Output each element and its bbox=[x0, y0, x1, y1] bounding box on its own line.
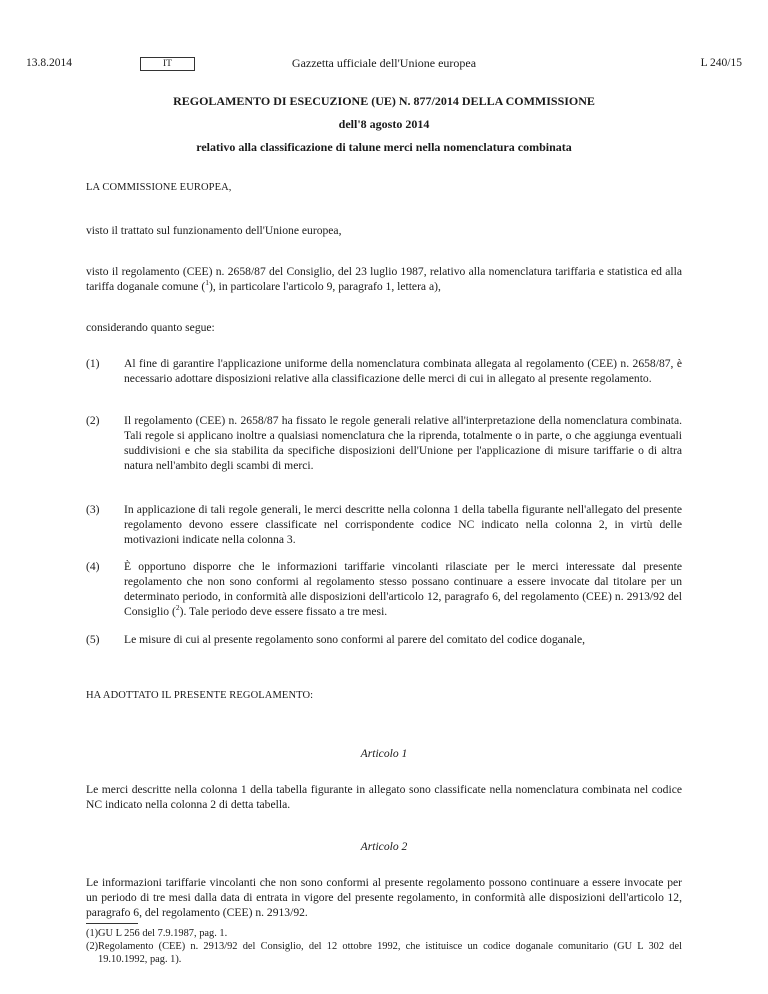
footnote-mark: (1) bbox=[86, 928, 99, 939]
recital-text: Al fine di garantire l'applicazione uniforme della nomenclatura combinata allegata al regolamento (CEE) n. 2658/87, è necessario adottare disposizioni relative alla classificazione delle merci di cui in allegato al presente regolamento. bbox=[124, 357, 682, 385]
recital-text bbox=[124, 559, 682, 619]
title-subject: relativo alla classificazione di talune merci nella nomenclatura combinata bbox=[196, 140, 572, 154]
considerando: considerando quanto segue: bbox=[86, 321, 215, 334]
regulation-title bbox=[86, 94, 682, 163]
footnote-text: GU L 256 del 7.9.1987, pag. 1. bbox=[98, 928, 228, 939]
recital-5 bbox=[86, 632, 682, 647]
footnote-ref-2[interactable]: 2 bbox=[175, 603, 180, 613]
footnote-2 bbox=[86, 940, 682, 966]
recital-text: Il regolamento (CEE) n. 2658/87 ha fissato le regole generali relative all'interpretazione della nomenclatura combinata. Tali regole si applicano inoltre a qualsiasi nomenclatura che la riprenda, totalmente o in parte, o che aggiunga eventuali suddivisioni e che sia stabilita da specifiche disposizioni dell'Unione per l'applicazione di misure tariffarie o di altra natura nell'ambito degli scambi di merci. bbox=[124, 414, 682, 472]
journal-title: Gazzetta ufficiale dell'Unione europea bbox=[291, 56, 477, 70]
recital-text-part: È opportuno disporre che le informazioni tariffarie vincolanti rilasciate per le merci interessate dal presente regolamento che non sono conformi al regolamento stesso possano continuare a essere invocate dal titolare per un determinato periodo, in conformità alle disposizioni dell'articolo 12, paragrafo 6, del regolamento (CEE) n. 2913/92 del Consiglio ( bbox=[124, 560, 682, 618]
recital-number: (2) bbox=[86, 414, 100, 427]
footnotes bbox=[86, 927, 682, 966]
article-1-text: Le merci descritte nella colonna 1 della tabella figurante in allegato sono classificate nella nomenclatura combinata nel codice NC indicato nella colonna 2 di detta tabella. bbox=[86, 783, 682, 811]
article-1-title: Articolo 1 bbox=[360, 747, 408, 760]
recital-number: (4) bbox=[86, 560, 100, 573]
recital-number: (3) bbox=[86, 503, 100, 516]
page-header bbox=[26, 56, 742, 74]
footnote-mark: (2) bbox=[86, 941, 99, 952]
recital-number: (1) bbox=[86, 357, 100, 370]
article-2-title: Articolo 2 bbox=[360, 840, 408, 853]
title-line-1: REGOLAMENTO DI ESECUZIONE (UE) N. 877/2014 DELLA COMMISSIONE bbox=[173, 94, 595, 108]
recital-text-part-end: ). Tale periodo deve essere fissato a tre mesi. bbox=[179, 605, 388, 618]
adoption-statement: HA ADOTTATO IL PRESENTE REGOLAMENTO: bbox=[86, 690, 314, 701]
title-date: dell'8 agosto 2014 bbox=[338, 117, 430, 131]
footnote-1 bbox=[86, 927, 682, 940]
visto-regulation-text: visto il regolamento (CEE) n. 2658/87 del Consiglio, del 23 luglio 1987, relativo alla nomenclatura tariffaria e statistica ed alla tariffa doganale comune ( bbox=[86, 265, 682, 293]
page-reference: L 240/15 bbox=[700, 57, 742, 69]
footnote-text: Regolamento (CEE) n. 2913/92 del Consiglio, del 12 ottobre 1992, che istituisce un codice doganale comunitario (GU L 302 del 19.10.1992, pag. 1). bbox=[98, 941, 682, 965]
visto-regulation-text-end: ), in particolare l'articolo 9, paragrafo 1, lettera a), bbox=[208, 280, 441, 293]
recital-2 bbox=[86, 413, 682, 473]
article-2-text: Le informazioni tariffarie vincolanti che non sono conformi al presente regolamento possono continuare a essere invocate per un periodo di tre mesi dalla data di entrata in vigore del presente regolamento, in conformità alle disposizioni dell'articolo 12, paragrafo 6, del regolamento (CEE) n. 2913/92. bbox=[86, 876, 682, 919]
recital-text: Le misure di cui al presente regolamento sono conformi al parere del comitato del codice doganale, bbox=[124, 633, 585, 646]
footnote-divider bbox=[86, 923, 138, 924]
recital-text: In applicazione di tali regole generali, le merci descritte nella colonna 1 della tabella figurante nell'allegato del presente regolamento devono essere classificate nel corrispondente codice NC indicato nella colonna 2, in virtù delle motivazioni indicate nella colonna 3. bbox=[124, 503, 682, 546]
recital-1 bbox=[86, 356, 682, 386]
recital-4 bbox=[86, 559, 682, 619]
commission-heading: LA COMMISSIONE EUROPEA, bbox=[86, 182, 232, 193]
visto-treaty: visto il trattato sul funzionamento dell'Unione europea, bbox=[86, 224, 342, 237]
visto-regulation bbox=[86, 264, 682, 294]
recital-3 bbox=[86, 502, 682, 547]
publication-date: 13.8.2014 bbox=[26, 57, 72, 69]
footnote-ref-1[interactable]: 1 bbox=[205, 278, 209, 288]
language-badge: IT bbox=[140, 57, 195, 71]
recital-number: (5) bbox=[86, 633, 100, 646]
